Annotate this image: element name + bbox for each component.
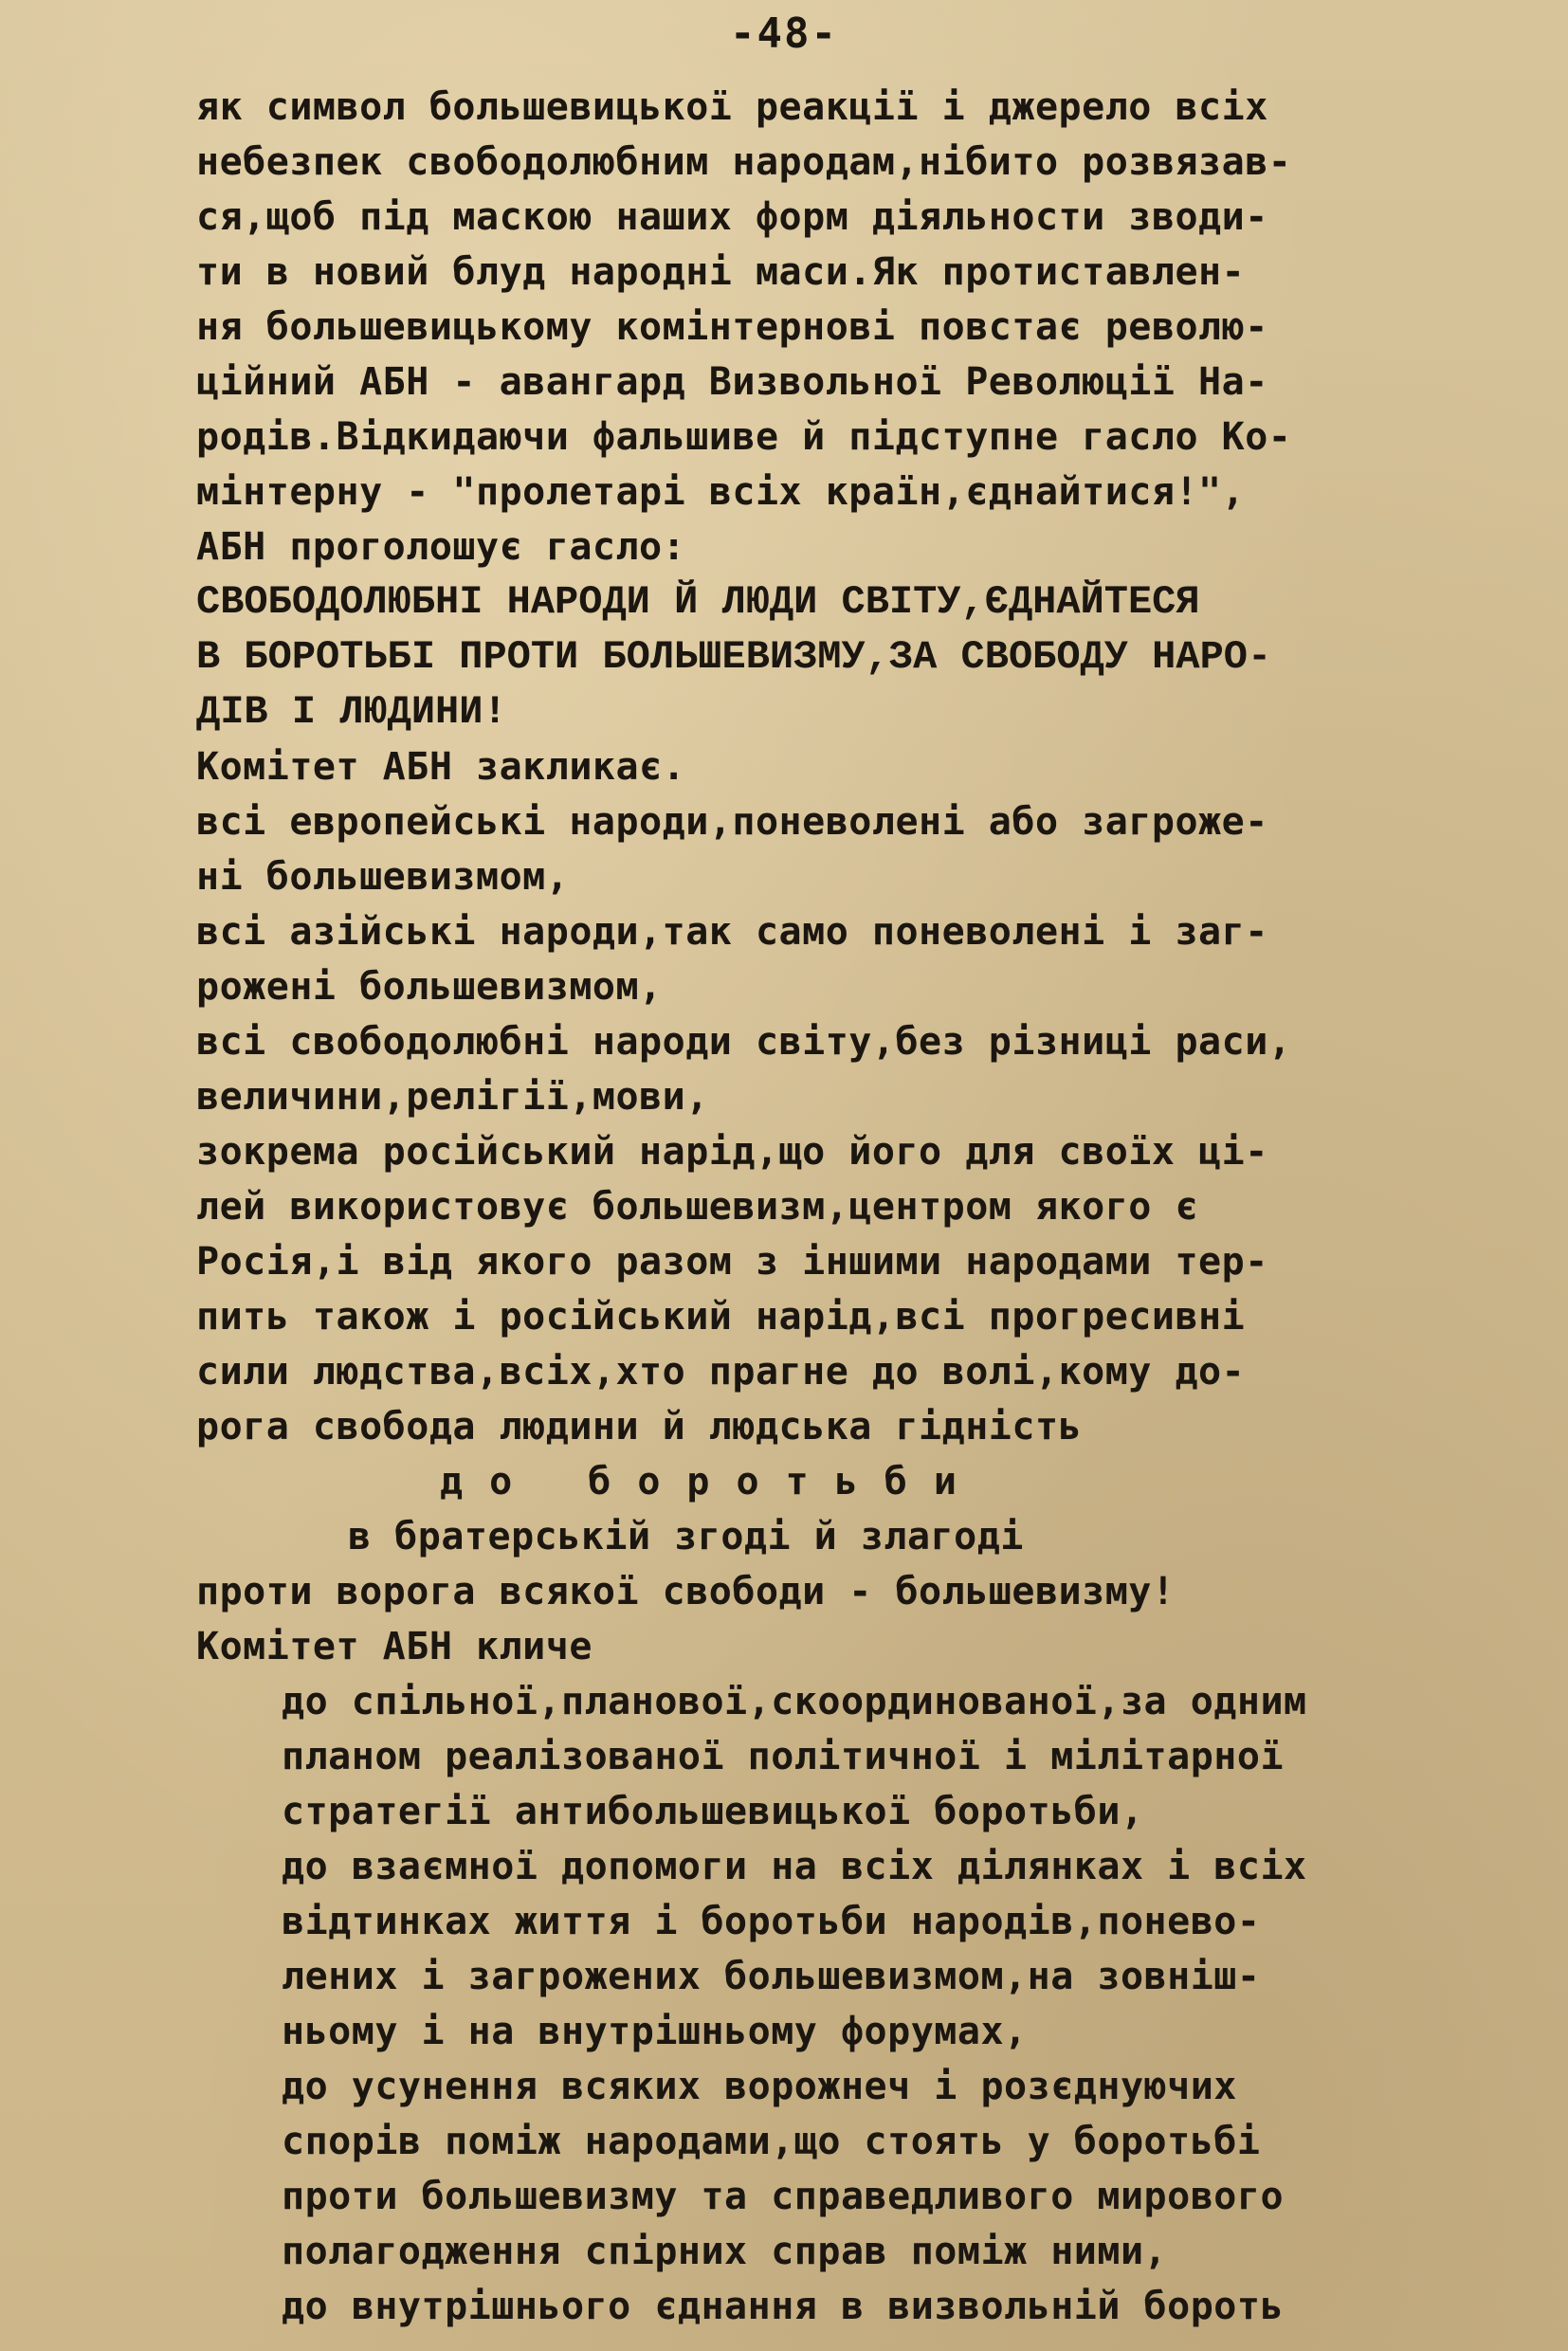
text-line: до взаємної допомоги на всіх ділянках і всіх [282,1845,1307,1888]
text-line: сили людства,всіх,хто прагне до волі,кому до- [196,1350,1246,1394]
text-line: Росія,і від якого разом з іншими народами тер- [196,1240,1268,1284]
text-line: ньому і на внутрішньому форумах, [282,2010,1028,2053]
text-line: мінтерну - "пролетарі всіх країн,єднайтися!", [196,470,1246,514]
text-line: ні большевизмом, [196,855,570,899]
text-line: Комітет АБН закликає. [196,745,686,789]
text-line: ційний АБН - авангард Визвольної Революції На- [196,360,1268,404]
slogan-line: СВОБОДОЛЮБНІ НАРОДИ Й ЛЮДИ СВІТУ,ЄДНАЙТЕСЯ [196,579,1200,625]
text-line: Комітет АБН кличе [196,1625,593,1668]
text-line: проти ворога всякої свободи - большевизму! [196,1570,1176,1613]
text-line: як символ большевицької реакції і джерело всіх [196,85,1268,129]
text-line: лей використовує большевизм,центром якого є [196,1185,1199,1229]
slogan-line: ДІВ І ЛЮДИНИ! [196,689,507,735]
text-line: в братерській згоді й злагоді [348,1515,1024,1558]
text-line: полагодження спірних справ поміж ними, [282,2230,1168,2273]
text-line: до усунення всяких ворожнеч і розєднуючих [282,2065,1237,2108]
spaced-line: до боротьби [440,1460,983,1504]
text-line: планом реалізованої політичної і мілітарної [282,1735,1285,1778]
page-number: -48- [730,9,838,58]
text-line: рожені большевизмом, [196,965,663,1009]
text-line: рога свобода людини й людська гідність [196,1405,1083,1449]
text-line: ня большевицькому комінтернові повстає револю- [196,305,1268,349]
text-line: до внутрішнього єднання в визвольній бороть [282,2285,1285,2328]
text-line: стратегії антибольшевицької боротьби, [282,1790,1144,1833]
text-line: всі европейські народи,поневолені або загроже- [196,800,1268,844]
text-line: лених і загрожених большевизмом,на зовніш- [282,1955,1261,1998]
text-line: пить також і російський нарід,всі прогресивні [196,1295,1246,1339]
slogan-line: В БОРОТЬБІ ПРОТИ БОЛЬШЕВИЗМУ,ЗА СВОБОДУ НАРО- [196,634,1272,680]
text-line: небезпек свободолюбним народам,нібито розвязав- [196,140,1292,184]
body-text [0,83,1568,2351]
text-line: всі азійські народи,так само поневолені і заг- [196,910,1268,954]
text-line: величини,релігії,мови, [196,1075,709,1119]
text-line: ти в новий блуд народні маси.Як протиставлен- [196,250,1246,294]
text-line: всі свободолюбні народи світу,без різниці раси, [196,1020,1292,1064]
text-line: спорів поміж народами,що стоять у боротьбі [282,2120,1261,2163]
text-line: АБН проголошує гасло: [196,525,686,569]
text-line: відтинках життя і боротьби народів,понево- [282,1900,1261,1943]
text-line: зокрема російський нарід,що його для своїх ці- [196,1130,1268,1174]
text-line: до спільної,планової,скоординованої,за одним [282,1680,1307,1723]
text-line: проти большевизму та справедливого мирового [282,2175,1285,2218]
text-line: ся,щоб під маскою наших форм діяльности зводи- [196,195,1268,239]
text-line: родів.Відкидаючи фальшиве й підступне гасло Ко- [196,415,1292,459]
